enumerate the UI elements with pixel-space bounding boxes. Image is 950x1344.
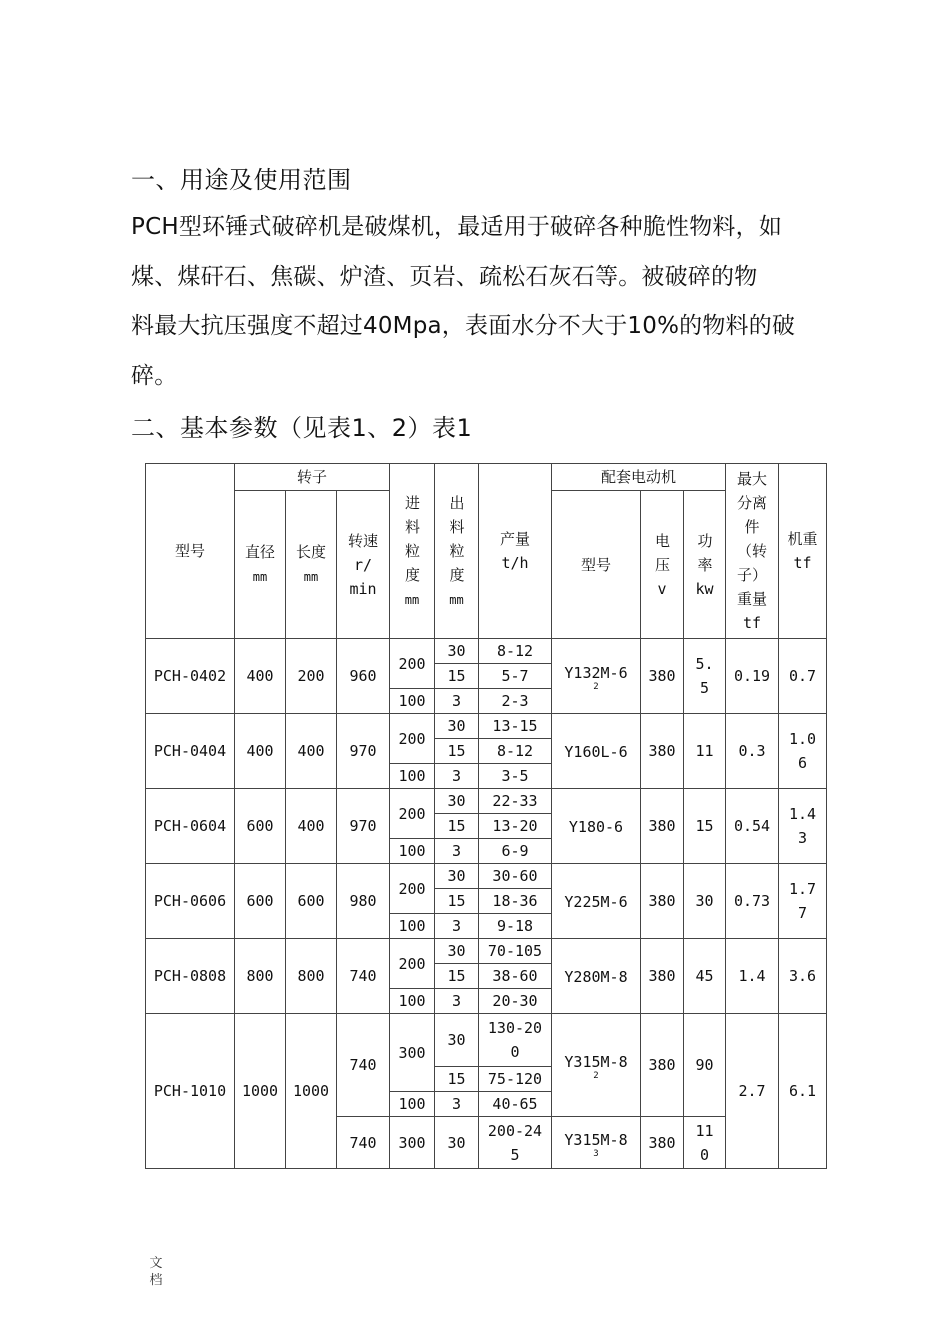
header-model: 型号 xyxy=(146,464,235,639)
header-feed: 进 料 粒 度 mm xyxy=(390,464,435,639)
cell-feed: 300 xyxy=(390,1014,435,1092)
paragraph-line: 料最大抗压强度不超过40Mpa，表面水分不大于10%的物料的破 xyxy=(131,313,796,339)
cell-output: 40-65 xyxy=(479,1092,552,1117)
table-row xyxy=(146,789,827,814)
cell-length: 600 xyxy=(286,864,337,939)
cell-output: 2-3 xyxy=(479,689,552,714)
header-voltage: 电 压 v xyxy=(641,491,684,639)
cell-weight: 1.7 7 xyxy=(779,864,827,939)
section2-heading: 二、基本参数（见表1、2）表1 xyxy=(131,414,473,442)
header-length: 长度 mm xyxy=(286,491,337,639)
cell-speed: 740 xyxy=(337,1117,390,1169)
cell-output: 75-120 xyxy=(479,1067,552,1092)
cell-feed: 100 xyxy=(390,1092,435,1117)
cell-out: 3 xyxy=(435,839,479,864)
cell-motor: Y160L-6 xyxy=(552,714,641,789)
cell-out: 15 xyxy=(435,664,479,689)
cell-length: 400 xyxy=(286,789,337,864)
cell-motor: Y280M-8 xyxy=(552,939,641,1014)
section1-paragraph xyxy=(131,203,851,401)
header-output: 产量 t/h xyxy=(479,464,552,639)
cell-length: 400 xyxy=(286,714,337,789)
cell-feed: 100 xyxy=(390,989,435,1014)
cell-output: 30-60 xyxy=(479,864,552,889)
cell-power: 5. 5 xyxy=(684,639,726,714)
table-row xyxy=(146,714,827,739)
cell-weight: 1.0 6 xyxy=(779,714,827,789)
header-diameter: 直径 mm xyxy=(235,491,286,639)
cell-model: PCH-0404 xyxy=(146,714,235,789)
cell-output: 130-20 0 xyxy=(479,1014,552,1067)
cell-out: 15 xyxy=(435,889,479,914)
cell-power: 11 0 xyxy=(684,1117,726,1169)
cell-out: 30 xyxy=(435,939,479,964)
cell-out: 3 xyxy=(435,689,479,714)
cell-power: 11 xyxy=(684,714,726,789)
cell-out: 30 xyxy=(435,789,479,814)
cell-diameter: 400 xyxy=(235,714,286,789)
cell-out: 30 xyxy=(435,1117,479,1169)
cell-length: 200 xyxy=(286,639,337,714)
cell-out: 15 xyxy=(435,964,479,989)
paragraph-line: 煤、煤矸石、焦碳、炉渣、页岩、疏松石灰石等。被破碎的物 xyxy=(131,263,758,290)
cell-output: 5-7 xyxy=(479,664,552,689)
cell-voltage: 380 xyxy=(641,1117,684,1169)
cell-diameter: 600 xyxy=(235,864,286,939)
cell-out: 30 xyxy=(435,714,479,739)
parameters-table xyxy=(145,463,827,1169)
cell-max-sep: 0.19 xyxy=(726,639,779,714)
cell-max-sep: 0.73 xyxy=(726,864,779,939)
cell-model: PCH-1010 xyxy=(146,1014,235,1169)
cell-output: 200-24 5 xyxy=(479,1117,552,1169)
cell-length: 800 xyxy=(286,939,337,1014)
cell-speed: 970 xyxy=(337,714,390,789)
header-rotor: 转子 xyxy=(235,464,390,491)
cell-motor: Y225M-6 xyxy=(552,864,641,939)
cell-speed: 970 xyxy=(337,789,390,864)
table-row xyxy=(146,639,827,664)
footer-text: 文 档 xyxy=(149,1256,163,1288)
cell-feed: 200 xyxy=(390,714,435,764)
cell-output: 9-18 xyxy=(479,914,552,939)
cell-max-sep: 2.7 xyxy=(726,1014,779,1169)
cell-length: 1000 xyxy=(286,1014,337,1169)
cell-weight: 1.4 3 xyxy=(779,789,827,864)
cell-max-sep: 0.54 xyxy=(726,789,779,864)
cell-max-sep: 0.3 xyxy=(726,714,779,789)
cell-motor: Y132M-6 2 xyxy=(552,639,641,714)
paragraph-line: PCH型环锤式破碎机是破煤机，最适用于破碎各种脆性物料，如 xyxy=(131,214,783,240)
cell-diameter: 600 xyxy=(235,789,286,864)
paragraph-line: 碎。 xyxy=(131,362,178,389)
header-weight: 机重 tf xyxy=(779,464,827,639)
cell-feed: 200 xyxy=(390,864,435,914)
cell-diameter: 800 xyxy=(235,939,286,1014)
cell-speed: 960 xyxy=(337,639,390,714)
cell-output: 13-20 xyxy=(479,814,552,839)
cell-voltage: 380 xyxy=(641,714,684,789)
header-out: 出 料 粒 度 mm xyxy=(435,464,479,639)
header-motor-model: 型号 xyxy=(552,491,641,639)
cell-diameter: 400 xyxy=(235,639,286,714)
cell-out: 15 xyxy=(435,814,479,839)
cell-out: 3 xyxy=(435,764,479,789)
cell-output: 6-9 xyxy=(479,839,552,864)
cell-max-sep: 1.4 xyxy=(726,939,779,1014)
cell-output: 38-60 xyxy=(479,964,552,989)
cell-out: 30 xyxy=(435,1014,479,1067)
cell-voltage: 380 xyxy=(641,639,684,714)
cell-power: 45 xyxy=(684,939,726,1014)
cell-motor: Y180-6 xyxy=(552,789,641,864)
header-speed: 转速 r/ min xyxy=(337,491,390,639)
cell-feed: 100 xyxy=(390,764,435,789)
cell-out: 30 xyxy=(435,864,479,889)
cell-output: 3-5 xyxy=(479,764,552,789)
cell-diameter: 1000 xyxy=(235,1014,286,1169)
cell-power: 30 xyxy=(684,864,726,939)
cell-power: 90 xyxy=(684,1014,726,1117)
cell-model: PCH-0606 xyxy=(146,864,235,939)
cell-feed: 100 xyxy=(390,689,435,714)
cell-feed: 200 xyxy=(390,939,435,989)
header-max-sep: 最大 分离 件 （转 子） 重量 tf xyxy=(726,464,779,639)
cell-motor: Y315M-8 3 xyxy=(552,1117,641,1169)
cell-out: 30 xyxy=(435,639,479,664)
cell-output: 13-15 xyxy=(479,714,552,739)
cell-feed: 300 xyxy=(390,1117,435,1169)
cell-voltage: 380 xyxy=(641,789,684,864)
cell-voltage: 380 xyxy=(641,939,684,1014)
cell-speed: 980 xyxy=(337,864,390,939)
table-row xyxy=(146,1014,827,1067)
cell-feed: 200 xyxy=(390,789,435,839)
cell-out: 15 xyxy=(435,739,479,764)
section1-heading: 一、用途及使用范围 xyxy=(131,166,352,194)
cell-output: 8-12 xyxy=(479,639,552,664)
cell-feed: 100 xyxy=(390,839,435,864)
cell-speed: 740 xyxy=(337,1014,390,1117)
cell-model: PCH-0604 xyxy=(146,789,235,864)
cell-output: 20-30 xyxy=(479,989,552,1014)
cell-weight: 6.1 xyxy=(779,1014,827,1169)
cell-speed: 740 xyxy=(337,939,390,1014)
table-row xyxy=(146,864,827,889)
cell-feed: 200 xyxy=(390,639,435,689)
cell-output: 22-33 xyxy=(479,789,552,814)
cell-feed: 100 xyxy=(390,914,435,939)
cell-output: 70-105 xyxy=(479,939,552,964)
cell-weight: 0.7 xyxy=(779,639,827,714)
cell-voltage: 380 xyxy=(641,864,684,939)
cell-output: 8-12 xyxy=(479,739,552,764)
cell-out: 3 xyxy=(435,989,479,1014)
cell-model: PCH-0808 xyxy=(146,939,235,1014)
cell-out: 15 xyxy=(435,1067,479,1092)
header-power: 功 率 kw xyxy=(684,491,726,639)
cell-voltage: 380 xyxy=(641,1014,684,1117)
header-motor: 配套电动机 xyxy=(552,464,726,491)
cell-model: PCH-0402 xyxy=(146,639,235,714)
cell-power: 15 xyxy=(684,789,726,864)
cell-out: 3 xyxy=(435,914,479,939)
table-row xyxy=(146,939,827,964)
cell-out: 3 xyxy=(435,1092,479,1117)
cell-output: 18-36 xyxy=(479,889,552,914)
cell-weight: 3.6 xyxy=(779,939,827,1014)
cell-motor: Y315M-8 2 xyxy=(552,1014,641,1117)
